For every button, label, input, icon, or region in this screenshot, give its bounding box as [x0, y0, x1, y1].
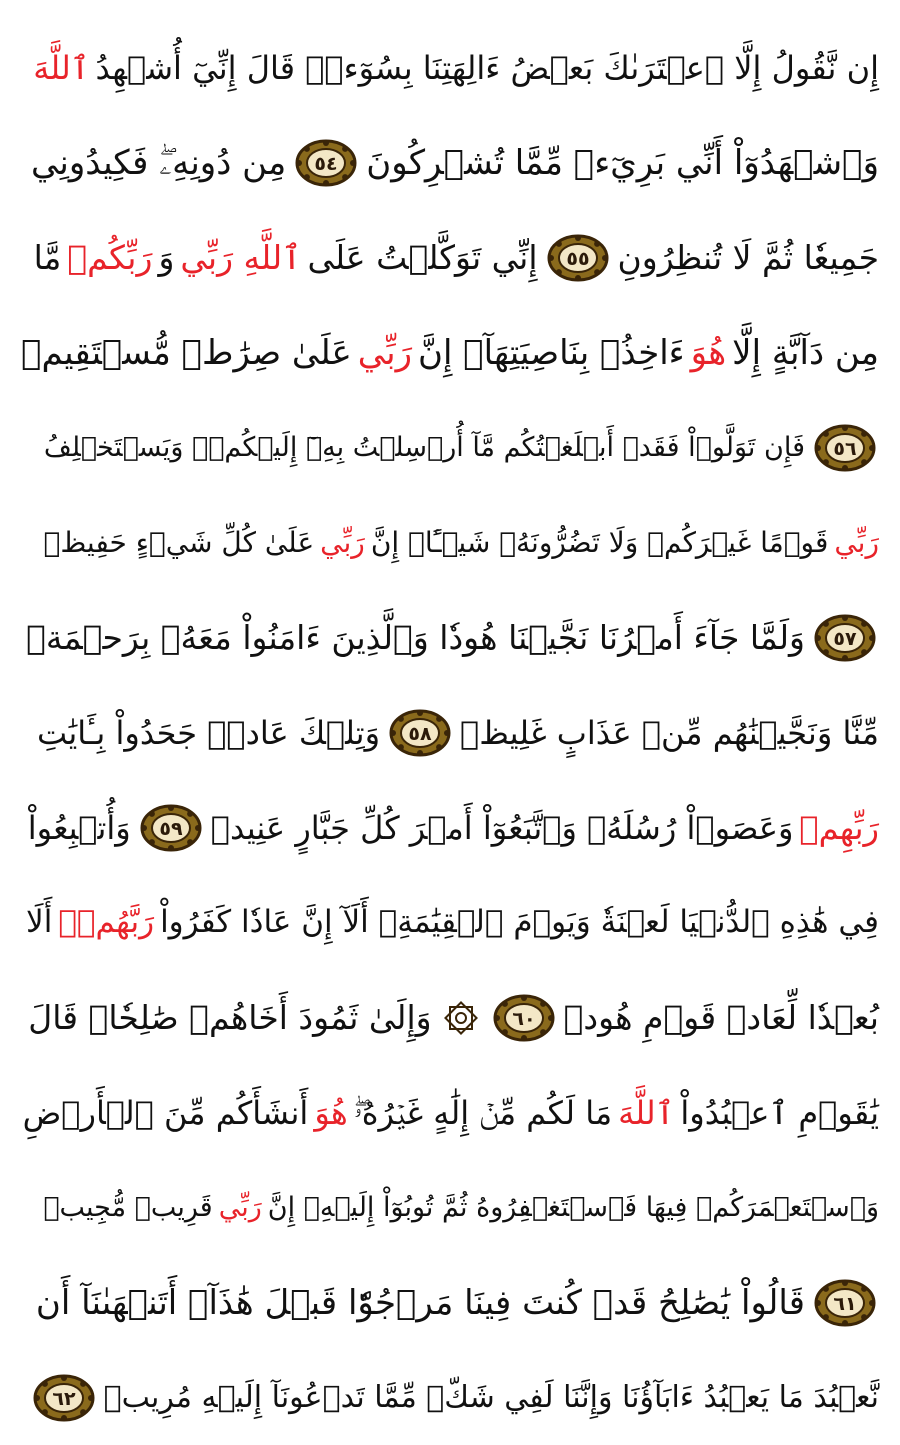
verse-text: عَلَىٰ صِرَٰطٖ مُّسۡتَقِيمٖ: [21, 332, 352, 373]
ayah-end-marker-icon: [814, 1278, 876, 1328]
divine-name-text: رَبَّهُمۡۗ: [58, 904, 155, 940]
ayah-end-marker-icon: [814, 613, 876, 663]
divine-name-text: ٱللَّهَ: [618, 1093, 675, 1132]
verse-text: أَنشَأَكُم مِّنَ ٱلۡأَرۡضِ: [22, 1093, 309, 1132]
verse-text: وَأُتۡبِعُواْ: [27, 808, 131, 847]
rub-el-hizb-icon: [441, 998, 481, 1038]
verse-text: مَّا: [33, 238, 62, 277]
verse-text: قَالُواْ يَٰصَٰلِحُ قَدۡ كُنتَ فِينَا مَرۡجُوّٗا قَبۡلَ هَٰذَآۖ أَتَنۡهَىٰنَآ أَن: [35, 1282, 805, 1323]
verse-text: فِي هَٰذِهِ ٱلدُّنۡيَا لَعۡنَةٗ وَيَوۡمَ ٱلۡقِيَٰمَةِۗ أَلَآ إِنَّ عَادٗا كَفَرُواْ: [160, 904, 879, 940]
verse-text: قَوۡمًا غَيۡرَكُمۡ وَلَا تَضُرُّونَهُۥ شَيۡـًٔاۚ إِنَّ: [370, 525, 829, 559]
verse-text: وَإِلَىٰ ثَمُودَ أَخَاهُمۡ صَٰلِحٗاۚ قَالَ: [28, 998, 432, 1037]
verse-text: يَٰقَوۡمِ ٱعۡبُدُواْ: [680, 1093, 879, 1132]
verse-text: مِن دَآبَّةٍ إِلَّا: [732, 332, 879, 373]
text-line: [18, 210, 882, 305]
verse-text: وَ: [158, 238, 175, 277]
verse-text: وَٱشۡهَدُوٓاْ أَنِّي بَرِيٓءٞ مِّمَّا تُشۡرِكُونَ: [366, 142, 879, 183]
verse-text: جَمِيعٗا ثُمَّ لَا تُنظِرُونِ: [617, 238, 879, 277]
verse-text: إِنِّي تَوَكَّلۡتُ عَلَى: [307, 238, 538, 277]
ayah-number: ٥٥: [565, 247, 590, 270]
text-line: [18, 970, 882, 1065]
ayah-number: ٥٧: [833, 627, 857, 650]
divine-name-text: ٱللَّهِ رَبِّي: [180, 238, 302, 277]
divine-name-text: هُوَ: [690, 332, 727, 373]
ayah-end-marker-icon: [140, 803, 202, 853]
text-line: [18, 1065, 882, 1160]
verse-text: إِن نَّقُولُ إِلَّا ٱعۡتَرَىٰكَ بَعۡضُ ءَالِهَتِنَا بِسُوٓءٖۗ قَالَ إِنِّيٓ أُشۡهِدُ: [95, 48, 879, 87]
ayah-number: ٦١: [833, 1292, 857, 1315]
verse-text: نَّعۡبُدَ مَا يَعۡبُدُ ءَابَآؤُنَا وَإِنَّنَا لَفِي شَكّٖ مِّمَّا تَدۡعُونَآ إِلَيۡهِ مُرِيبٖ: [103, 1379, 879, 1415]
text-line: [18, 115, 882, 210]
verse-text: وَتِلۡكَ عَادٞۖ جَحَدُواْ بِـَٔايَٰتِ: [36, 713, 381, 752]
text-line: [18, 685, 882, 780]
ayah-end-marker-icon: [493, 993, 555, 1043]
ayah-end-marker-icon: [814, 423, 876, 473]
ayah-number: ٥٤: [314, 152, 338, 175]
text-line: [18, 1160, 882, 1255]
divine-name-text: رَبِّكُمۚ: [67, 238, 153, 277]
verse-text: أَلَا: [26, 904, 53, 940]
ayah-end-marker-icon: [295, 138, 357, 188]
ayah-number: ٥٨: [408, 722, 432, 745]
divine-name-text: رَبِّي: [218, 1192, 262, 1223]
text-line: [18, 875, 882, 970]
verse-text: مِّنَّا وَنَجَّيۡنَٰهُم مِّنۡ عَذَابٍ غَلِيظٖ: [460, 713, 879, 752]
divine-name-text: ٱللَّهَ: [33, 48, 90, 87]
ayah-number: ٥٦: [833, 437, 857, 460]
text-line: [18, 20, 882, 115]
verse-text: عَلَىٰ كُلِّ شَيۡءٍ حَفِيظٞ: [43, 525, 315, 559]
divine-name-text: هُوَ: [314, 1093, 348, 1132]
divine-name-text: رَبِّهِمۡ: [799, 808, 879, 847]
verse-text: قَرِيبٞ مُّجِيبٞ: [43, 1192, 213, 1223]
verse-text: مِن دُونِهِۦۖ فَكِيدُونِي: [31, 142, 287, 183]
divine-name-text: رَبِّي: [320, 525, 365, 559]
text-line: [18, 495, 882, 590]
verse-text: ءَاخِذُۢ بِنَاصِيَتِهَآۚ إِنَّ: [418, 332, 685, 373]
ayah-end-marker-icon: [33, 1373, 95, 1423]
text-line: [18, 590, 882, 685]
text-line: [18, 780, 882, 875]
ayah-number: ٥٩: [159, 817, 183, 840]
ayah-number: ٦٢: [51, 1387, 76, 1410]
ayah-end-marker-icon: [389, 708, 451, 758]
text-line: [18, 1255, 882, 1350]
divine-name-text: رَبِّي: [357, 332, 413, 373]
ayah-end-marker-icon: [547, 233, 609, 283]
verse-text: وَلَمَّا جَآءَ أَمۡرُنَا نَجَّيۡنَا هُودٗا وَٱلَّذِينَ ءَامَنُواْ مَعَهُۥ بِرَحۡمَةٖ: [26, 618, 805, 657]
verse-text: فَإِن تَوَلَّوۡاْ فَقَدۡ أَبۡلَغۡتُكُم مَّآ أُرۡسِلۡتُ بِهِۦٓ إِلَيۡكُمۡۚ وَيَسۡتَخۡلِفُ: [43, 432, 805, 463]
ayah-number: ٦٠: [511, 1007, 536, 1030]
text-line: [18, 1350, 882, 1445]
text-line: [18, 305, 882, 400]
text-line: [18, 400, 882, 495]
verse-text: وَٱسۡتَعۡمَرَكُمۡ فِيهَا فَٱسۡتَغۡفِرُوهُ ثُمَّ تُوبُوٓاْ إِلَيۡهِۚ إِنَّ: [267, 1192, 879, 1223]
verse-text: بُعۡدٗا لِّعَادٖ قَوۡمِ هُودٖ: [563, 998, 879, 1037]
divine-name-text: رَبِّي: [834, 525, 879, 559]
verse-text: مَا لَكُم مِّنۡ إِلَٰهٍ غَيۡرُهُۥۖ: [353, 1093, 613, 1132]
verse-text: وَعَصَوۡاْ رُسُلَهُۥ وَٱتَّبَعُوٓاْ أَمۡرَ كُلِّ جَبَّارٍ عَنِيدٖ: [210, 808, 794, 847]
